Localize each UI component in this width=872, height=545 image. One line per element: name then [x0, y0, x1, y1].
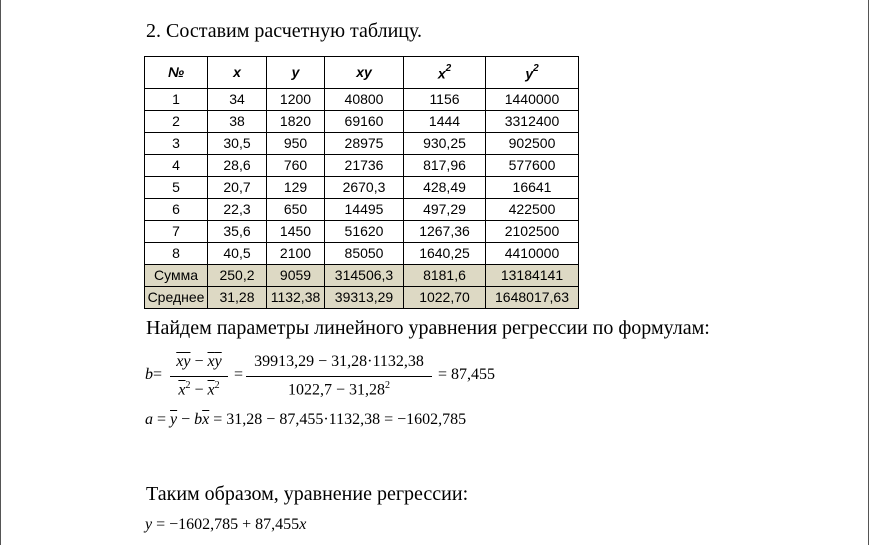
formula-b-numeric-numerator: 39913,29 − 31,28·1132,38 [254, 353, 424, 370]
mean-x-squared: $\overline{x}$ [178, 381, 186, 399]
paragraph-find-parameters: Найдем параметры линейного уравнения регрессии по формулам: [146, 317, 710, 339]
cell-y-squared: 902500 [486, 132, 579, 154]
cell-y: 1200 [267, 88, 325, 110]
header-x-squared-exp: 2 [445, 63, 452, 74]
cell-x: 22,3 [208, 198, 267, 220]
cell-x: 34 [208, 88, 267, 110]
cell-x-squared: 8181,6 [404, 264, 486, 286]
b-symbol: b [194, 411, 203, 428]
cell-x: 20,7 [208, 176, 267, 198]
header-y-squared-base: y [525, 65, 534, 82]
formula-b-lhs [145, 366, 162, 384]
final-equation-rhs: = −1602,785 + 87,455 [152, 516, 300, 533]
equals-sign: = [153, 411, 171, 428]
table-row [145, 88, 579, 110]
formula-b-result: = 87,455 [438, 366, 496, 383]
cell-xy: 51620 [325, 220, 404, 242]
cell-x-squared: 497,29 [404, 198, 486, 220]
page-edge-right [868, 0, 869, 545]
cell-y-squared: 2102500 [486, 220, 579, 242]
table-row [145, 132, 579, 154]
table-row [145, 110, 579, 132]
header-x: x [208, 57, 267, 89]
header-number: № [145, 57, 208, 89]
cell-y-squared: 4410000 [486, 242, 579, 264]
table-row [145, 176, 579, 198]
cell-y-squared: 13184141 [486, 264, 579, 286]
cell-xy: 21736 [325, 154, 404, 176]
cell-number: 7 [145, 220, 208, 242]
formula-a-numeric: = 31,28 − 87,455·1132,38 = −1602,785 [209, 411, 467, 428]
exp-2: 2 [214, 380, 220, 391]
table-header-row [145, 57, 579, 89]
mean-x: $\overline{x}$ [207, 353, 215, 370]
cell-x: 35,6 [208, 220, 267, 242]
cell-x-squared: 428,49 [404, 176, 486, 198]
mean-x: $\overline{x}$ [207, 381, 215, 399]
formula-b-numeric-denominator [244, 380, 434, 399]
y-symbol: y [145, 516, 153, 533]
cell-xy: 2670,3 [325, 176, 404, 198]
table-sum-row-label: Сумма [145, 264, 208, 286]
cell-x-squared: 1022,70 [404, 286, 486, 308]
exp-2: 2 [185, 380, 191, 391]
cell-y: 9059 [267, 264, 325, 286]
cell-number: 5 [145, 176, 208, 198]
cell-number: 6 [145, 198, 208, 220]
cell-x: 38 [208, 110, 267, 132]
cell-y: 2100 [267, 242, 325, 264]
cell-number: 1 [145, 88, 208, 110]
header-y-squared [486, 57, 579, 89]
header-y: y [267, 57, 325, 89]
exp-2: 2 [385, 380, 391, 391]
cell-y-squared: 1440000 [486, 88, 579, 110]
final-regression-equation [145, 516, 306, 534]
cell-x: 28,6 [208, 154, 267, 176]
cell-number: 8 [145, 242, 208, 264]
header-x-squared-base: x [437, 65, 446, 82]
b-symbol: b [145, 366, 153, 383]
equals-sign: = [234, 366, 244, 383]
cell-xy: 85050 [325, 242, 404, 264]
cell-xy: 69160 [325, 110, 404, 132]
table-sum-row [145, 264, 579, 286]
mean-y: $\overline{y}$ [170, 411, 178, 428]
table-row [145, 198, 579, 220]
cell-x: 40,5 [208, 242, 267, 264]
cell-number: 4 [145, 154, 208, 176]
table-body [145, 88, 579, 308]
equals-sign: = [153, 366, 163, 383]
mean-x: $\overline{x}$ [202, 411, 210, 428]
cell-y-squared: 3312400 [486, 110, 579, 132]
page-edge-left [0, 0, 1, 545]
x-symbol: x [299, 516, 307, 533]
mean-xy: $\overline{xy}$ [176, 353, 191, 370]
cell-y-squared: 16641 [486, 176, 579, 198]
header-y-squared-exp: 2 [533, 63, 539, 74]
cell-x-squared: 930,25 [404, 132, 486, 154]
header-x-squared [404, 57, 486, 89]
formula-a [145, 411, 466, 429]
cell-x-squared: 817,96 [404, 154, 486, 176]
cell-number: 3 [145, 132, 208, 154]
cell-xy: 14495 [325, 198, 404, 220]
cell-y: 1450 [267, 220, 325, 242]
cell-y: 760 [267, 154, 325, 176]
cell-x-squared: 1156 [404, 88, 486, 110]
cell-xy: 39313,29 [325, 286, 404, 308]
minus-sign: − [177, 411, 195, 428]
cell-y: 1132,38 [267, 286, 325, 308]
table-average-row [145, 286, 579, 308]
minus-sign: − [190, 381, 208, 399]
mean-y: $\overline{y}$ [214, 353, 222, 370]
cell-x-squared: 1640,25 [404, 242, 486, 264]
a-symbol: a [145, 411, 153, 428]
paragraph-thus-regression: Таким образом, уравнение регрессии: [146, 483, 469, 505]
cell-y: 650 [267, 198, 325, 220]
cell-xy: 314506,3 [325, 264, 404, 286]
formula-b-symbolic-denominator [168, 380, 230, 399]
section-heading: 2. Составим расчетную таблицу. [146, 20, 422, 42]
cell-y: 129 [267, 176, 325, 198]
calculation-table [144, 56, 579, 309]
cell-number: 2 [145, 110, 208, 132]
cell-y: 950 [267, 132, 325, 154]
table-row [145, 220, 579, 242]
cell-x: 31,28 [208, 286, 267, 308]
cell-xy: 28975 [325, 132, 404, 154]
table-row [145, 154, 579, 176]
minus-sign: − [190, 353, 208, 370]
cell-y: 1820 [267, 110, 325, 132]
cell-xy: 40800 [325, 88, 404, 110]
cell-x: 250,2 [208, 264, 267, 286]
cell-y-squared: 422500 [486, 198, 579, 220]
cell-y-squared: 577600 [486, 154, 579, 176]
cell-x-squared: 1444 [404, 110, 486, 132]
cell-y-squared: 1648017,63 [486, 286, 579, 308]
denominator-base: 1022,7 − 31,28 [287, 381, 386, 399]
formula-b-numeric-fraction-line [246, 376, 432, 377]
formula-b-symbolic-numerator [168, 353, 230, 371]
cell-x: 30,5 [208, 132, 267, 154]
formula-b-symbolic-fraction-line [170, 376, 228, 377]
table-row [145, 242, 579, 264]
cell-x-squared: 1267,36 [404, 220, 486, 242]
header-xy: xy [325, 57, 404, 89]
table-average-row-label: Среднее [145, 286, 208, 308]
